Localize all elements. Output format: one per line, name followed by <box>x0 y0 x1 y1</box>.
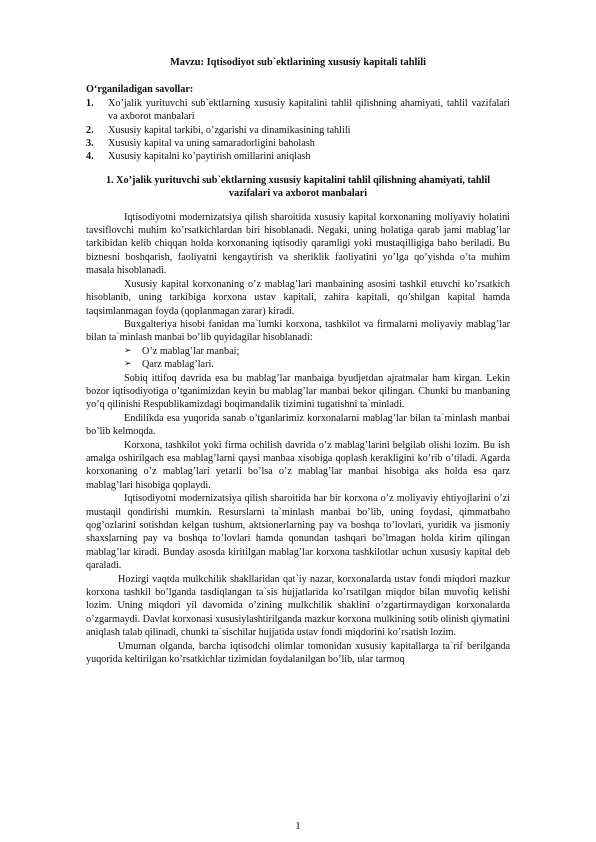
arrow-bullet-icon: ➢ <box>124 359 132 370</box>
bullet-item <box>124 358 510 371</box>
bullet-text: O’z mablag’lar manbai; <box>142 345 240 357</box>
page-number: 1 <box>295 820 301 832</box>
paragraph: Xususiy kapital korxonaning o’z mablag’lari manbaining asosini tashkil etuvchi ko’rsatkich hisoblanib, uning tarkibiga korxona ustav kapitali, zahira kapitali, qo’shilgan kapital hamda taqsimlanmagan foyda (qoplanmagan zarar) kiradi. <box>86 278 510 317</box>
question-item <box>86 124 510 137</box>
bullet-item <box>124 345 510 358</box>
question-text: Xo’jalik yurituvchi sub`ektlarning xususiy kapitalini tahlil qilishning ahamiyati, tahlil vazifalari va axborot manbalari <box>108 97 510 123</box>
bullet-text: Qarz mablag’lari. <box>142 359 214 371</box>
question-number: 1. <box>86 97 94 109</box>
paragraph: Iqtisodiyotni modernizatsiya qilish sharoitida xususiy kapital korxonaning moliyaviy holatini tavsiflovchi muhim ko’rsatkichlardan biri hisoblanadi. Negaki, uning holatiga qarab jami mablag’lar tarkibidan kelib chiqqan holda korxonaning iqtisodiy qaramligi yoki mustaqilligiga baho beriladi. Bu biznesni boshqarish, faoliyatni kengaytirish va sheriklik faoliyatini yo’lga qo’yishda o’ta muhim masala hisoblanadi. <box>86 211 510 277</box>
question-number: 3. <box>86 138 94 150</box>
paragraph: Sobiq ittifoq davrida esa bu mablag’lar manbaiga byudjetdan ajratmalar ham kirgan. Lekin bozor iqtisodiyotiga o’tganimizdan keyin bu mablag’lar manbai bekor qilingan. Chunki bu manbaning yo’q qilinishi Respublikamizdagi boqimandalik tizimini tugatishni ta`minladi. <box>86 372 510 411</box>
paragraph: Endilikda esa yuqorida sanab o’tganlarimiz korxonalarni mablag’lar bilan ta`minlash manbai bo’lib kelmoqda. <box>86 412 510 438</box>
arrow-bullet-icon: ➢ <box>124 345 132 356</box>
paragraph: Korxona, tashkilot yoki firma ochilish davrida o’z mablag’larini belgilab olishi lozim. Bu ish amalga oshirilgach esa mablag’larni qaysi manbaa xisobiga qoplash kerakligini ko’rib o’tiladi. Agarda korxonaning o’z mablag’lari yetarli bo’lsa o’z mablag’lar manbai hisobiga aks holda esa qarz mablag’lari hisobiga qoplaydi. <box>86 439 510 491</box>
section-heading: 1. Xo’jalik yurituvchi sub`ektlarning xususiy kapitalini tahlil qilishning ahamiyati, tahlil vazifalari va axborot manbalari <box>105 174 491 200</box>
questions-list <box>86 97 510 164</box>
question-number: 4. <box>86 151 94 163</box>
document-title: Mavzu: Iqtisodiyot sub`ektlarining xususiy kapitali tahlili <box>169 57 427 68</box>
question-item <box>86 97 510 124</box>
question-text: Xususiy kapitalni ko’paytirish omillarini aniqlash <box>108 151 311 163</box>
question-item <box>86 150 510 163</box>
questions-heading: O‘rganiladigan savollar: <box>86 84 194 96</box>
bullet-list <box>86 345 510 372</box>
question-item <box>86 137 510 150</box>
question-number: 2. <box>86 124 94 136</box>
paragraph: Buxgalteriya hisobi fanidan ma`lumki korxona, tashkilot va firmalarni moliyaviy mablag’lar bilan ta`minlash manbai bo’lib quyidagilar hisoblanadi: <box>86 318 510 344</box>
paragraph: Hozirgi vaqtda mulkchilik shakllaridan qat`iy nazar, korxonalarda ustav fondi miqdori mazkur korxona tashkil bo’lganda tasdiqlangan ta`sis hujjatlarida ko’rsatilgan miqdor bilan muvofiq kelishi lozim. Uning miqdori yil davomida o’zining mulkchilik shaklini o’zgartirmaydigan korxonalarda o’zgarmaydi. Davlat korxonasi xususiylashtirilganda mazkur korxona mulkining sotib olinish qiymatini aniqlash talab qilinadi, chunki ta`sischilar hujjatida ustav fondi miqdorini ko’rsatish lozim. <box>86 573 510 639</box>
document-page <box>86 56 510 666</box>
paragraph: Iqtisodiyotni modernizatsiya qilish sharoitida har bir korxona o’z moliyaviy ehtiyojlarini o’zi mustaqil qondirishi mumkin. Resurslarni ta`minlash manbai bo’lib, uning foydasi, qimmatbaho qog’ozlarini sotishdan kelgan tushum, aktsionerlarning pay va boshqa to’lovlari, yuridik va jismoniy shaxslarning pay va boshqa to’lovlari hamda qonundan tashqari bo’lmagan holda kirim qilingan mablag’lar kiradi. Bunday asosda kiritilgan mablag’lar korxona tashkilotlar uchun xususiy kapital deb qaraladi. <box>86 493 510 572</box>
question-text: Xususiy kapital tarkibi, o’zgarishi va dinamikasining tahlili <box>108 124 351 136</box>
paragraph: Umuman olganda, barcha iqtisodchi olimlar tomonidan xususiy kapitallarga ta`rif berilganda yuqorida keltirilgan ko’rsatkichlar tizimidan foydalanilgan bo’lib, ular tarmoq <box>86 640 510 666</box>
question-text: Xususiy kapital va uning samaradorligini baholash <box>108 138 315 150</box>
